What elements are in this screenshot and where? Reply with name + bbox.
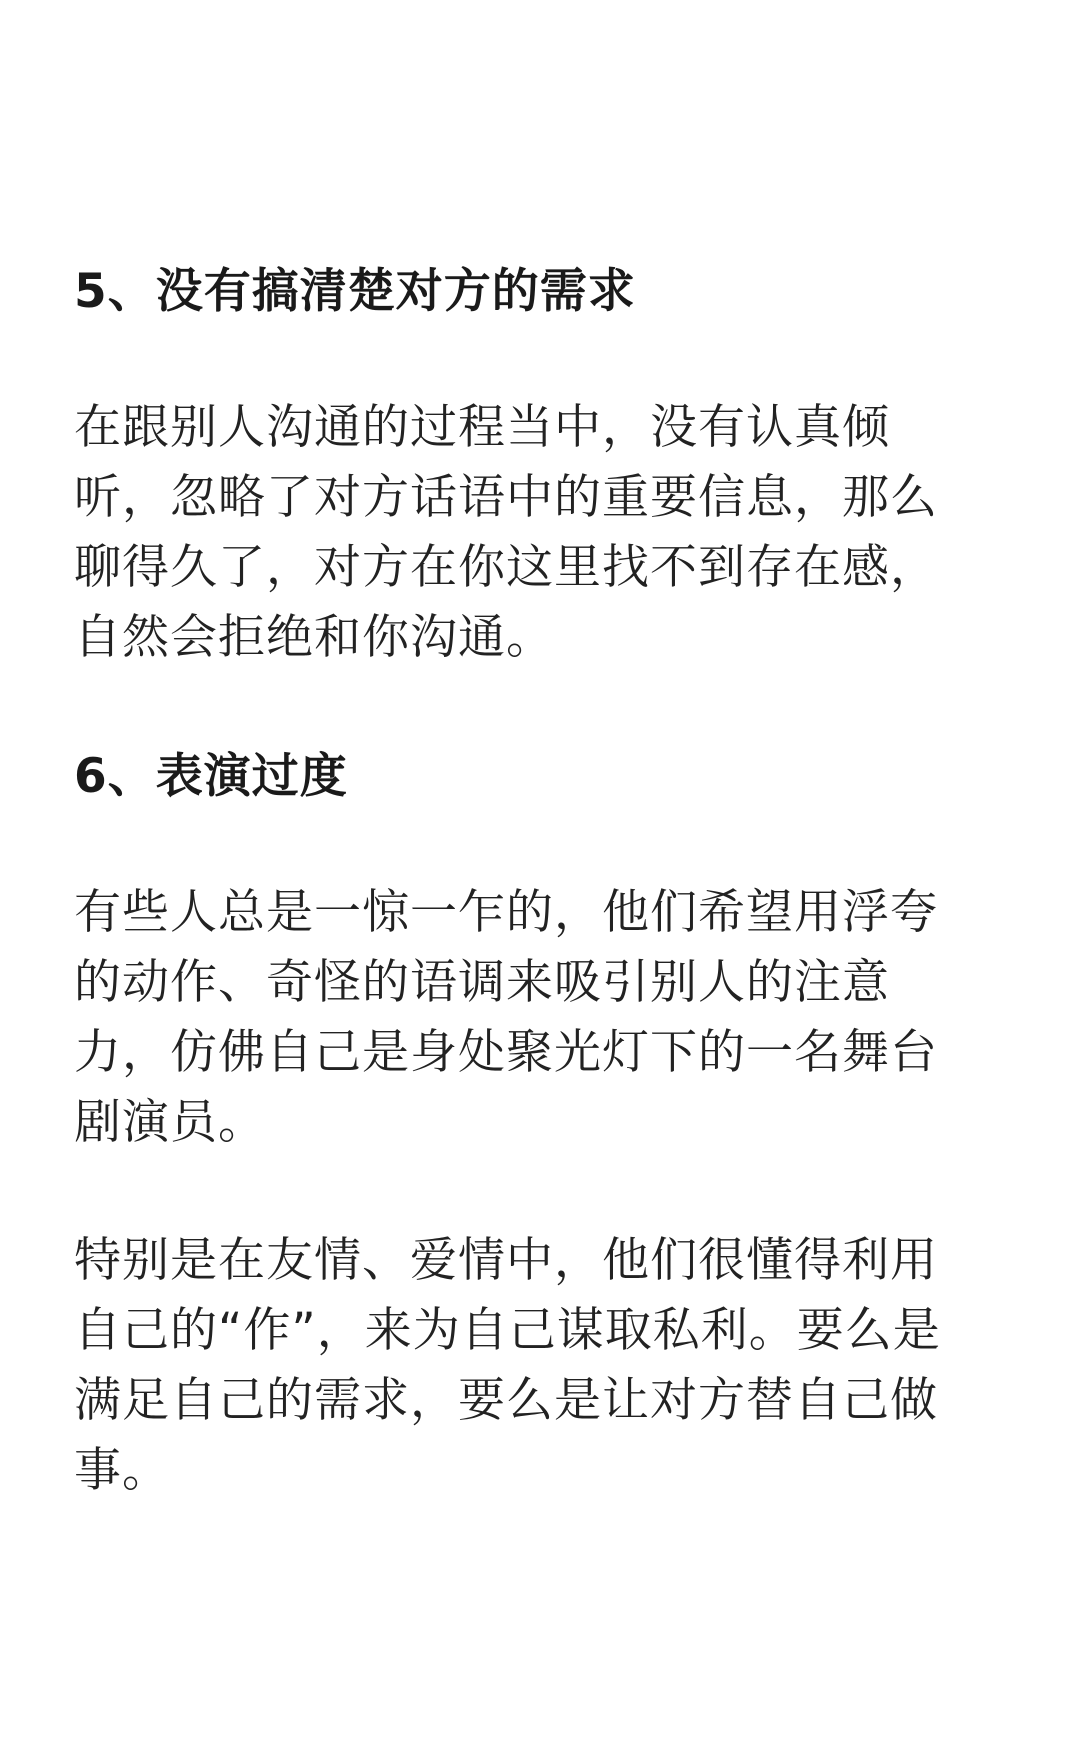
paragraph-section-6-2 <box>74 1226 1004 1506</box>
paragraph-line: 事。 <box>74 1443 170 1498</box>
paragraph-section-5 <box>74 393 1004 673</box>
paragraph-line: 的动作、奇怪的语调来吸引别人的注意 <box>74 955 890 1010</box>
section-heading-6: 6、表演过度 <box>74 749 348 804</box>
paragraph-line: 自己的“作”，来为自己谋取私利。要么是 <box>74 1303 941 1358</box>
paragraph-line: 聊得久了，对方在你这里找不到存在感， <box>74 540 938 595</box>
paragraph-line: 自然会拒绝和你沟通。 <box>74 610 554 665</box>
paragraph-line: 满足自己的需求，要么是让对方替自己做 <box>74 1373 938 1428</box>
section-heading-5: 5、没有搞清楚对方的需求 <box>74 264 636 319</box>
paragraph-line: 特别是在友情、爱情中，他们很懂得利用 <box>74 1233 938 1288</box>
paragraph-section-6-1 <box>74 878 1004 1158</box>
paragraph-line: 剧演员。 <box>74 1095 266 1150</box>
paragraph-line: 有些人总是一惊一乍的，他们希望用浮夸 <box>74 885 938 940</box>
paragraph-line: 听，忽略了对方话语中的重要信息，那么 <box>74 470 938 525</box>
paragraph-line: 力，仿佛自己是身处聚光灯下的一名舞台 <box>74 1025 938 1080</box>
paragraph-line: 在跟别人沟通的过程当中，没有认真倾 <box>74 400 890 455</box>
